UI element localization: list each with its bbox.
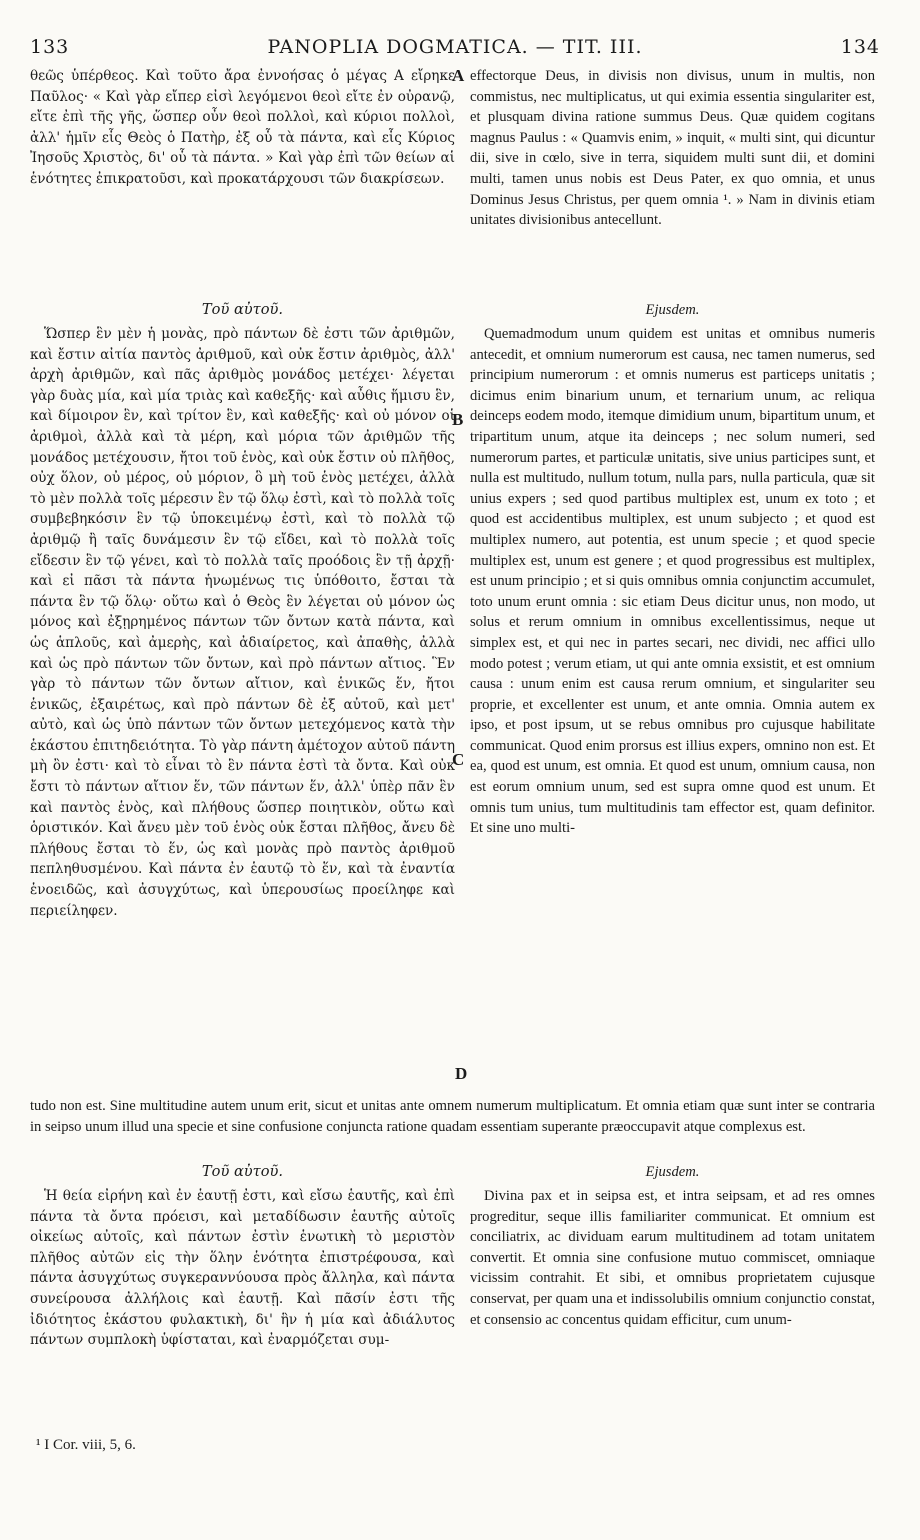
latin-heading-1: Ejusdem. xyxy=(645,302,700,318)
page-number-right: 134 xyxy=(840,36,880,58)
greek-column-middle xyxy=(30,324,455,921)
running-title: PANOPLIA DOGMATICA. — TIT. III. xyxy=(267,36,643,58)
latin-heading-2: Ejusdem. xyxy=(645,1164,700,1180)
latin-heading-2-wrap xyxy=(470,1162,875,1183)
page-header xyxy=(30,36,880,60)
greek-paragraph-1: θεῶς ὑπέρθεος. Καὶ τοῦτο ἄρα ἐννοήσας ὁ μέγας Α εἴρηκε Παῦλος· « Καὶ γὰρ εἴπερ εἰσὶ λεγόμενοι θεοὶ εἴτε ἐν οὐρανῷ, εἴτε ἐπὶ τῆς γῆς, ὥσπερ οὖν θεοὶ πολλοὶ, καὶ κύριοι πολλοὶ, ἀλλ' ἡμῖν εἷς Θεὸς ὁ Πατὴρ, ἐξ οὗ τὰ πάντα, καὶ εἷς Κύριος Ἰησοῦς Χριστὸς, δι' οὗ τὰ πάντα. » Καὶ γὰρ ἐπὶ τῶν θείων αἱ ἑνότητες ἐπικρατοῦσι, καὶ προκατάρχουσι τῶν διακρίσεων. xyxy=(30,68,455,187)
latin-heading-1-wrap xyxy=(470,300,875,321)
latin-paragraph-3: Divina pax et in seipsa est, et intra seipsam, et ad res omnes progreditur, seque illis familiariter communicat. Et omnium est conciliatrix, ac dividuam earum multitudinem ad totam unitatem convertit. Et omnia sine confusione mutuo commiscet, omniaque vicissim contrahit. Et sibi, et omnibus proprietatem cujusque conservat, per quam una et indissolubilis omnium conjunctio constat, et consensio ac concentus quidam efficitur, cum unum- xyxy=(470,1188,875,1328)
latin-column-top xyxy=(470,66,875,231)
latin-column-middle xyxy=(470,324,875,839)
latin-full-width-continuation: tudo non est. Sine multitudine autem unum erit, sicut et unitas ante omnem numerum multiplicatum. Et omnia etiam quæ sunt inter se contraria in seipso unum illud una specie et sine confusione conjuncta ratione quadam essentiam superante præoccupavit atque complexus est. xyxy=(30,1098,875,1135)
latin-column-bottom xyxy=(470,1186,875,1330)
page-number-left: 133 xyxy=(30,36,70,58)
margin-letter-a: A xyxy=(452,66,465,85)
greek-heading-1-wrap xyxy=(30,300,455,321)
footnote: ¹ I Cor. viii, 5, 6. xyxy=(36,1437,136,1453)
margin-letter-d: D xyxy=(455,1064,468,1083)
greek-paragraph-3: Ἡ θεία εἰρήνη καὶ ἐν ἑαυτῇ ἐστι, καὶ εἴσω ἑαυτῆς, καὶ ἐπὶ πάντα τὰ ὄντα πρόεισι, καὶ μεταδίδωσιν ἑαυτῆς αὐτοῖς οἰκείως αὐτοῖς, καὶ πάντων ἐστὶν ἑνωτικὴ τὸ μεριστὸν πλῆθος αὐτῶν εἰς τὴν ὅλην ἑνότητα ἐπιστρέφουσα, καὶ πάντα ἀσυγχύτως συγκεραννύουσα πρὸς ἄλληλα, καὶ πάντα συνείρουσα ἀλλήλοις καὶ ἑαυτῇ. Καὶ πᾶσίν ἐστι τῆς ἰδιότητος ἑκάστου φυλακτικὴ, δι' ἣν ἡ μία καὶ ἀδιάλυτος πάντων συμπλοκὴ ὑφίσταται, καὶ ἐναρμόζεται συμ- xyxy=(30,1188,455,1349)
greek-heading-2: Τοῦ αὐτοῦ. xyxy=(201,1163,284,1180)
greek-column-top xyxy=(30,66,455,190)
latin-paragraph-2: Quemadmodum unum quidem est unitas et omnibus numeris antecedit, et omnium numerorum est causa, nec tamen numerus, sed principium numerorum : et omnis numerus est particeps unitatis ; dicimus enim binarium unum, et ternarium unum, ac reliqua deinceps eodem modo, itemque dimidium unum, bipartitum unum, et tripartitum unum, atque ita deinceps ; nec solum numeri, sed numerorum partes, et particulæ unitatis, sive unius participes sunt, et nulla est multitudo, nullum totum, nulla pars, nulla particula, quæ sit unius expers ; sed quod partibus multiplex est, unum ex toto ; et quod est accidentibus multiplex, est unum subjecto ; et quod est multiplex numero, aut potentia, est unum specie ; et quod specie multiplex est, unum est genere ; et quod progressibus est multiplex, est unum principio ; et si quis omnibus omnia conjunctim accumulet, toto unum erunt omnia : sic etiam Deus dicitur unus, non modo, ut solus et rerum omnium in omnibus excellentissimus, neque ut simplex est, et qui nec in partes secari, nec dividi, nec affici ullo modo potest ; verum etiam, ut qui ante omnia exsistit, et est omnium causa : unum enim est causa rerum omnium, et singulariter seu proprie, et excellenter est unum, et ante omnia. Omnia autem ex ipso, et post ipsum, ut se rebus omnibus pro cujusque habilitate communicat. Quod enim prorsus est illius expers, omnino non est. Et ea, quod est unum, est omnia. Et quod est unum, omnium causa, non est eorum omnium unum, sed est supra omne quod est unum. Et omnis tum unius, tum multitudinis tam effector est, quam definitor. Et sine uno multi- xyxy=(470,326,875,837)
margin-letter-b: B xyxy=(452,410,464,429)
latin-paragraph-1: effectorque Deus, in divisis non divisus, unum in multis, non commistus, nec multiplicatus, ut qui eximia essentia singulariter est, et plusquam divina ratione summus Deus. Quæ quidem cogitans magnus Paulus : « Quamvis enim, » inquit, « multi sint, qui dicuntur dii, sive in cœlo, sive in terra, siquidem multi sunt dii, et domini multi, tamen unus nobis est Deus Pater, ex quo omnia, et unus Dominus Jesus Christus, per quem omnia ¹. » Nam in divinis etiam unitates divisionibus antecellunt. xyxy=(470,68,875,229)
greek-column-bottom xyxy=(30,1186,455,1351)
greek-heading-2-wrap xyxy=(30,1162,455,1183)
greek-paragraph-2: Ὥσπερ ἓν μὲν ἡ μονὰς, πρὸ πάντων δὲ ἐστι τῶν ἀριθμῶν, καὶ ἔστιν αἰτία παντὸς ἀριθμοῦ, καὶ οὐκ ἔστιν ἀριθμὸς, ἀλλ' ἀρχὴ ἀριθμῶν, καὶ πᾶς ἀριθμὸς μονάδος μετέχει· λέγεται γὰρ δυὰς μία, καὶ μία τριὰς καὶ καθεξῆς· καὶ αὖθις ἥμισυ ἓν, καὶ δίμοιρον ἓν, καὶ τρίτον ἓν, καὶ καθεξῆς· καὶ οὐ μόνον οἱ ἀριθμοὶ, ἀλλὰ καὶ τὰ μέρη, καὶ μόρια τῶν ἀριθμῶν τῆς μονάδος μετέχουσιν, ἤτοι τοῦ ἑνὸς, καὶ οὐκ ἔστιν οὐ πλῆθος, οὐχ ὅλον, οὐ μέρος, οὐ μόριον, ὃ μὴ τοῦ ἑνὸς μετέχει, ἀλλὰ τὸ μὲν πολλὰ τοῖς μέρεσιν ἓν τῷ ὅλῳ ἐστὶ, καὶ τὸ πολλὰ τοῖς συμβεβηκόσιν ἓν τῷ ὑποκειμένῳ ἐστὶ, καὶ τὸ πολλὰ τῷ ἀριθμῷ ἢ ταῖς δυνάμεσιν ἓν τῷ εἴδει, καὶ τὸ πολλὰ τοῖς εἴδεσιν ἓν τῷ γένει, καὶ τὸ πολλὰ ταῖς προόδοις ἓν τῇ ἀρχῇ· καὶ εἰ πᾶσι τὰ πάντα ἡνωμένως τις ὑπόθοιτο, ἔσται τὰ πάντα ἓν τῷ ὅλῳ· οὕτω καὶ ὁ Θεὸς ἓν λέγεται οὐ μόνον ὡς μόνος καὶ ἐξῃρημένος πάντων τῶν ὄντων κατὰ πάντα, καὶ ὡς ἁπλοῦς, καὶ ἀμερὴς, καὶ ἀδιαίρετος, καὶ ἀπαθὴς, ἀλλὰ καὶ ὡς πρὸ πάντων τῶν ὄντων, καὶ πρὸ πάντων αἴτιος. Ἓν γὰρ τὸ πάντων τῶν ὄντων αἴτιον, καὶ ἑνικῶς ἕν, ἤτοι ἑνικῶς, ἐξαιρέτως, καὶ πρὸ πάντων δὲ ἐξ αὐτοῦ, καὶ μετ' αὐτὸ, καὶ ὡς ὑπὸ πάντων τῶν ὄντων μετεχόμενος κατὰ τὴν ἑκάστου ἐπιτηδειότητα. Τὸ γὰρ πάντη ἀμέτοχον αὐτοῦ πάντη μὴ ὂν ἐστι· καὶ τὸ εἶναι τὸ ἓν πάντα ἐστὶ τὰ ὄντα. Καὶ οὐκ ἔστι τὸ πάντων αἴτιον ἕν, τῶν πάντων ἕν, ἀλλ' ὑπὲρ πᾶν ἓν καὶ παντὸς ἑνὸς, καὶ πλήθους ὥσπερ ποιητικὸν, οὕτω καὶ ὁριστικόν. Καὶ ἄνευ μὲν τοῦ ἑνὸς οὐκ ἔσται πλῆθος, ἄνευ δὲ πλήθους ἔσται τὸ ἕν, ὡς καὶ μονὰς πρὸ παντὸς ἀριθμοῦ πεπληθυσμένου. Καὶ πάντα ἐν ἑαυτῷ τὸ ἕν, καὶ τὰ ἐναντία ἑνοειδῶς, καὶ ἀσυγχύτως, καὶ ὑπερουσίως προείληφε καὶ περιείληφεν. xyxy=(30,326,455,919)
greek-heading-1: Τοῦ αὐτοῦ. xyxy=(201,301,284,318)
margin-letter-c: C xyxy=(452,750,465,769)
